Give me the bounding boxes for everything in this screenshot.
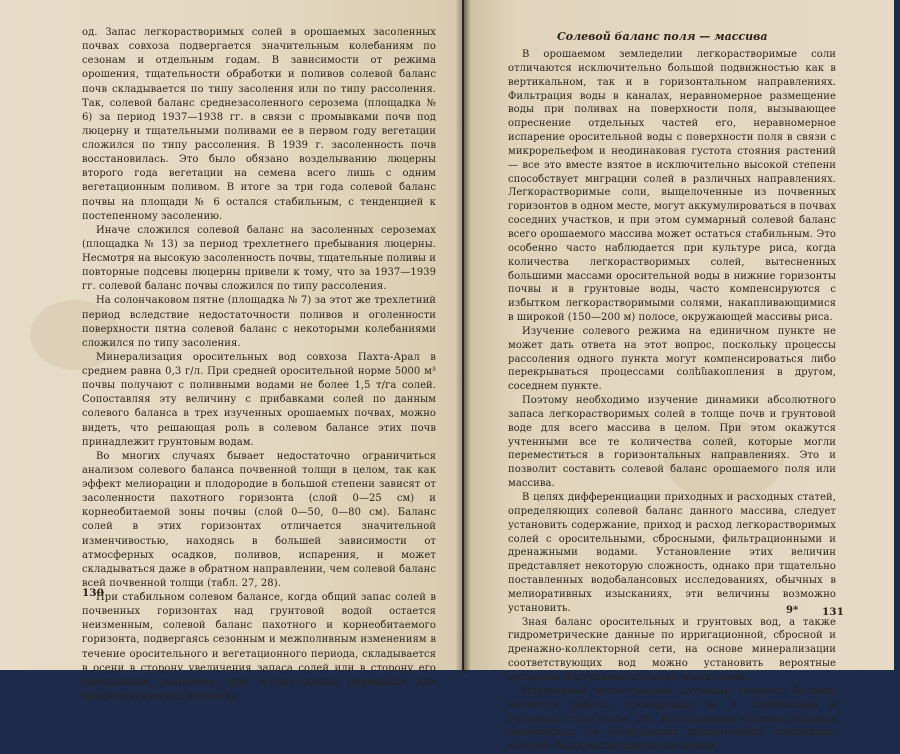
paragraph: На солончаковом пятне (площадка № 7) за этот же трехлетний период вследствие недостаточности поливов и оголенности поверхности пятна солевой баланс с некоторыми колебаниями сложился по типу засоления. — [82, 295, 436, 349]
paragraph: При стабильном солевом балансе, когда общий запас солей в почвенных горизонтах над грунтовой водой остается неизменным, солевой баланс пахотного и корнеобитаемого горизонта, подвергаясь сезонным и межполивным изменениям в течение оросительного и вегетационного периода, складывается в осени в сторону увеличения запаса солей или в сторону его уменьшения (например, при осенне-зимних промывках или профилактических поливах). — [82, 592, 436, 702]
paragraph: В целях дифференциации приходных и расходных статей, определяющих солевой баланс данного массива, следует установить содержание, приход и расход легкорастворимых солей с оросительными, сбросными, фильтрационными и дренажными водами. Установление этих величин представляет некоторую сложность, однако при тщательно поставленных водобалансовых исследованиях, обычных в мелиоративных изысканиях, эти величины возможно установить. — [508, 492, 836, 614]
page-number-left: 130 — [82, 587, 104, 599]
paragraph: Поэтому необходимо изучение динамики абсолютного запаса легкорастворимых солей в толще почв и грунтовой воде для всего массива в целом. При этом окажутся учтенными все те количества солей, которые могли переместиться в горизонтальных направлениях. Это и позволит составить солевой баланс орошаемого поля или массива. — [508, 395, 836, 490]
paragraph: Изучение солевого режима на единичном пункте не может дать ответа на этот вопрос, поскольку процессы рассоления одного пункта могут компенсироваться либо перекрываться процессами солենакопления в другом, соседнем пункте. — [508, 325, 836, 393]
section-heading: Солевой баланс поля — массива — [557, 30, 768, 43]
paragraph: Интересной иллюстрацией изучения солевого баланса являются работы, проведенные А. З. Зайчиковым в Голодной степи (табл. 20). Исследование солевого баланса проводилось на специальных динамических площадках, которые были расположены на почвах, — [508, 685, 836, 753]
paragraph: Во многих случаях бывает недостаточно ограничиться анализом солевого баланса почвенной толщи в целом, так как эффект мелиорации и плодородие в большой степени зависят от засоленности пахотного горизонта (слой 0—25 см) и корнеобитаемой зоны почвы (слой 0—50, 0—80 см). Баланс солей в этих горизонтах отличается значительной изменчивостью, находясь в большей зависимости от атмосферных осадков, поливов, испарения, и может складываться даже в обратном направлении, чем солевой баланс всей почвенной толщи (табл. 27, 28). — [82, 450, 436, 589]
paragraph: Зная баланс оросительных и грунтовых вод, а также гидрометрические данные по ирригационной, сбросной и дренажно-коллекторной сети, на основе минерализации соответствующих вод можно установить вероятные величины поступающих и выносимых солей. — [508, 616, 836, 683]
right-text-column — [508, 48, 836, 754]
paragraph: Иначе сложился солевой баланс на засоленных сероземах (площадка № 13) за период трехлетнего пребывания люцерны. Несмотря на высокую засоленность почвы, тщательные поливы и повторные подсевы люцерны привели к тому, что за 1937—1939 гг. солевой баланс почвы сложился по типу рассоления. — [82, 224, 436, 293]
book-gutter — [455, 0, 471, 673]
signature-mark: 9* — [786, 605, 799, 616]
paragraph: од. Запас легкорастворимых солей в орошаемых засоленных почвах совхоза подвергается значительным колебаниям по сезонам и отдельным годам. В зависимости от режима орошения, тщательности обработки и поливов солевой баланс почв складывается по типу засоления или по типу рассоления. Так, солевой баланс среднезасоленного серозема (площадка № 6) за период 1937—1938 гг. в связи с промывками почв под люцерну и тщательными поливами ее в первом году вегетации сложился по типу рассоления. В 1939 г. засоленность почв восстановилась. Это было обязано возделыванию люцерны второго года вегетации на семена всего лишь с одним вегетационным поливом. В итоге за три года солевой баланс почвы на площади № 6 остался стабильным, с тенденцией к постепенному засолению. — [82, 27, 436, 222]
page-number-right: 131 — [822, 606, 844, 618]
paragraph: Минерализация оросительных вод совхоза Пахта-Арал в среднем равна 0,3 г/л. При средней оросительной норме 5000 м³ почвы получают с поливными водами не более 1,5 т/га солей. Сопоставляя эту величину с прибавками солей по данным солевого баланса в трех изученных орошаемых почвах, можно видеть, что решающая роль в солевом балансе этих почв принадлежит грунтовым водам. — [82, 351, 436, 448]
paragraph: В орошаемом земледелии легкорастворимые соли отличаются исключительно большой подвижностью как в вертикальном, так и в горизонтальном направлениях. Фильтрация воды в каналах, неравномерное размещение воды при поливах на поверхности поля, вызывающее опреснение отдельных частей его, неравномерное испарение оросительной воды с поверхности поля в связи с микрорельефом и неодинаковая густота стояния растений — все это вместе взятое в исключительно высокой степени способствует миграции солей в различных направлениях. Легкорастворимые соли, выщелоченные из почвенных горизонтов в одном месте, могут аккумулироваться в почвах соседних участков, и при этом суммарный солевой баланс всего орошаемого массива может остаться стабильным. Это особенно часто наблюдается при культуре риса, когда количества легкорастворимых солей, вытесненных большими массами оросительной воды в нижние горизонты почвы и в грунтовые воды, часто компенсируются с избытком легкорастворимыми солями, накапливающимися в широкой (150—200 м) полосе, окружающей массивы риса. — [508, 49, 836, 324]
left-text-column — [82, 26, 436, 704]
